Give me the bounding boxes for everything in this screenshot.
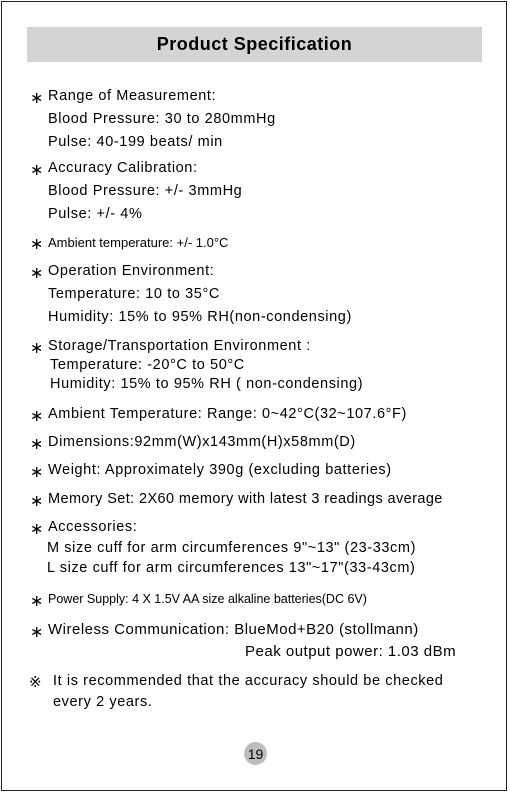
wireless-line2: Peak output power: 1.03 dBm xyxy=(245,643,457,660)
page-number-badge xyxy=(244,742,267,765)
bullet-icon: ∗ xyxy=(30,236,44,253)
dimensions: Dimensions:92mm(W)x143mm(H)x58mm(D) xyxy=(48,434,356,450)
memory: Memory Set: 2X60 memory with latest 3 readings average xyxy=(48,491,443,507)
bullet-icon: ∗ xyxy=(30,624,44,641)
bullet-icon: ∗ xyxy=(30,265,44,282)
bullet-icon: ∗ xyxy=(30,436,44,453)
accessories-m-cuff: M size cuff for arm circumferences 9"~13" (23-33cm) xyxy=(47,540,416,556)
accessories-heading: Accessories: xyxy=(48,519,138,535)
title-bar xyxy=(27,27,482,62)
bullet-icon: ∗ xyxy=(30,464,44,481)
storage-heading: Storage/Transportation Environment : xyxy=(48,338,311,354)
page-title: Product Specification xyxy=(156,34,353,54)
range-heading: Range of Measurement: xyxy=(48,88,217,104)
ambient-accuracy: Ambient temperature: +/- 1.0°C xyxy=(48,235,229,250)
bullet-icon: ∗ xyxy=(30,162,44,179)
accuracy-heading: Accuracy Calibration: xyxy=(48,160,198,176)
storage-temp: Temperature: -20°C to 50°C xyxy=(50,357,245,373)
ambient-range: Ambient Temperature: Range: 0~42°C(32~107.6°F) xyxy=(48,406,407,422)
note-line1: It is recommended that the accuracy should be checked xyxy=(53,673,444,689)
weight: Weight: Approximately 390g (excluding batteries) xyxy=(48,462,392,478)
note-line2: every 2 years. xyxy=(53,694,153,710)
operation-heading: Operation Environment: xyxy=(48,263,215,279)
bullet-icon: ∗ xyxy=(30,521,44,538)
accessories-l-cuff: L size cuff for arm circumferences 13"~17"(33-43cm) xyxy=(47,560,416,576)
bullet-icon: ∗ xyxy=(30,593,44,610)
storage-humidity: Humidity: 15% to 95% RH ( non-condensing) xyxy=(50,376,364,392)
bullet-icon: ∗ xyxy=(30,493,44,510)
range-pulse: Pulse: 40-199 beats/ min xyxy=(48,134,223,150)
note-mark-icon: ※ xyxy=(29,674,42,691)
accuracy-bp: Blood Pressure: +/- 3mmHg xyxy=(48,183,243,199)
operation-temp: Temperature: 10 to 35°C xyxy=(48,286,220,302)
operation-humidity: Humidity: 15% to 95% RH(non-condensing) xyxy=(48,309,352,325)
bullet-icon: ∗ xyxy=(30,90,44,107)
bullet-icon: ∗ xyxy=(30,340,44,357)
range-bp: Blood Pressure: 30 to 280mmHg xyxy=(48,111,276,127)
bullet-icon: ∗ xyxy=(30,408,44,425)
page-number: 19 xyxy=(247,745,264,762)
power-supply: Power Supply: 4 X 1.5V AA size alkaline batteries(DC 6V) xyxy=(48,592,367,606)
wireless-line1: Wireless Communication: BlueMod+B20 (stollmann) xyxy=(48,621,419,638)
accuracy-pulse: Pulse: +/- 4% xyxy=(48,206,143,222)
